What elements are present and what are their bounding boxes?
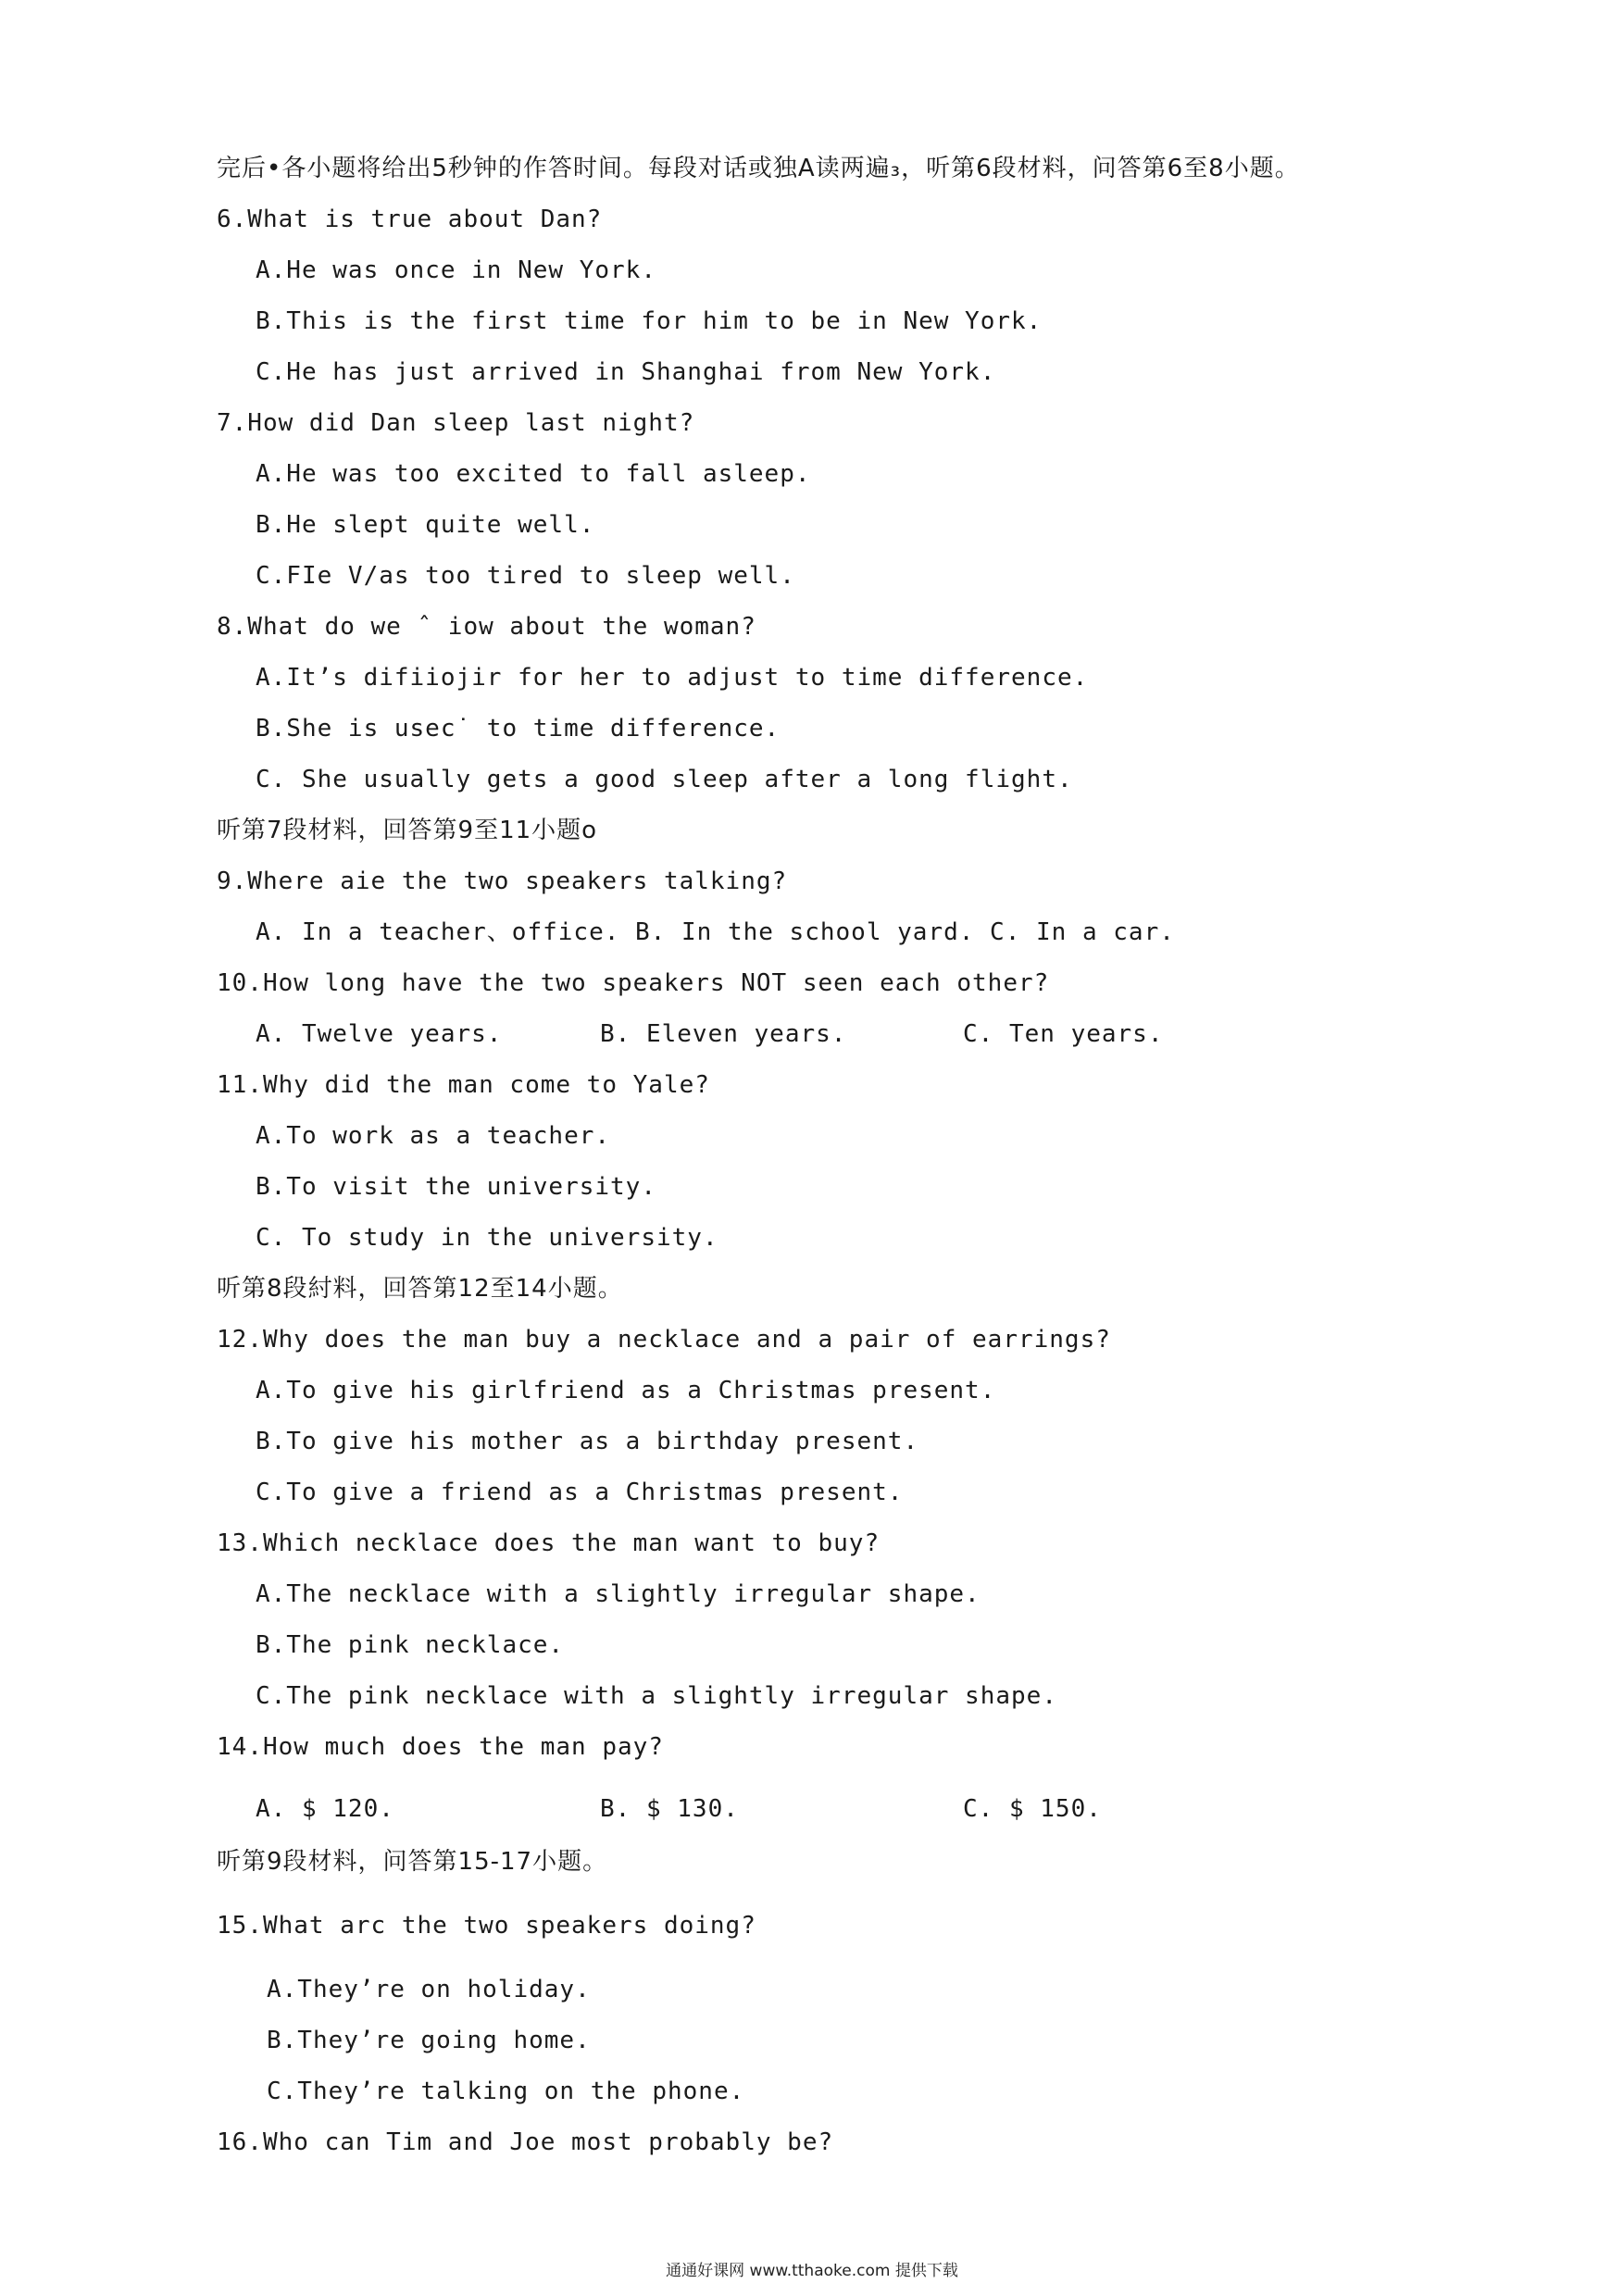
option-8b: B.She is usec˙ to time difference. bbox=[256, 715, 781, 742]
option-7c: C.FIe V/as too tired to sleep well. bbox=[256, 562, 795, 590]
question-14: 14.How much does the man pay? bbox=[217, 1733, 664, 1761]
question-15: 15.What arc the two speakers doing? bbox=[217, 1912, 756, 1940]
option-13c: C.The pink necklace with a slightly irregular shape. bbox=[256, 1682, 1057, 1710]
option-6b: B.This is the first time for him to be in New York. bbox=[256, 307, 1043, 335]
option-15a: A.They’re on holiday. bbox=[267, 1976, 591, 2003]
question-8: 8.What do we ˆ iow about the woman? bbox=[217, 613, 756, 641]
option-12b: B.To give his mother as a birthday present. bbox=[256, 1428, 919, 1455]
option-10c: C. Ten years. bbox=[963, 1020, 1164, 1048]
section-8-heading: 听第8段紂料，回答第12至14小题。 bbox=[217, 1275, 623, 1303]
option-11a: A.To work as a teacher. bbox=[256, 1122, 611, 1150]
option-13a: A.The necklace with a slightly irregular shape. bbox=[256, 1580, 981, 1608]
question-11: 11.Why did the man come to Yale? bbox=[217, 1071, 710, 1099]
question-13: 13.Which necklace does the man want to buy? bbox=[217, 1529, 881, 1557]
question-9: 9.Where aie the two speakers talking? bbox=[217, 867, 788, 895]
question-16: 16.Who can Tim and Joe most probably be? bbox=[217, 2128, 834, 2156]
option-8c: C. She usually gets a good sleep after a long flight. bbox=[256, 766, 1073, 793]
section-intro: 完后•各小题将给出5秒钟的作答时间。每段对话或独A读两遍₃，听第6段材料，问答第6至8小题。 bbox=[217, 155, 1300, 182]
option-10a: A. Twelve years. bbox=[256, 1020, 503, 1048]
option-13b: B.The pink necklace. bbox=[256, 1631, 565, 1659]
question-6: 6.What is true about Dan? bbox=[217, 206, 603, 233]
option-14b: B. $ 130. bbox=[600, 1795, 739, 1823]
option-11b: B.To visit the university. bbox=[256, 1173, 656, 1201]
section-7-heading: 听第7段材料，回答第9至11小题o bbox=[217, 817, 598, 844]
question-12: 12.Why does the man buy a necklace and a pair of earrings? bbox=[217, 1326, 1111, 1354]
option-7a: A.He was too excited to fall asleep. bbox=[256, 460, 811, 488]
option-15b: B.They’re going home. bbox=[267, 2027, 591, 2054]
option-10b: B. Eleven years. bbox=[600, 1020, 847, 1048]
option-14c: C. $ 150. bbox=[963, 1795, 1102, 1823]
option-11c: C. To study in the university. bbox=[256, 1224, 718, 1252]
option-12a: A.To give his girlfriend as a Christmas present. bbox=[256, 1377, 996, 1404]
option-8a: A.It’s difiiojir for her to adjust to time difference. bbox=[256, 664, 1089, 692]
option-6c: C.He has just arrived in Shanghai from New York. bbox=[256, 358, 996, 386]
option-15c: C.They’re talking on the phone. bbox=[267, 2078, 745, 2105]
page-footer: 通通好课网 www.tthaoke.com 提供下载 bbox=[666, 2262, 958, 2280]
option-6a: A.He was once in New York. bbox=[256, 256, 656, 284]
question-10: 10.How long have the two speakers NOT seen each other? bbox=[217, 969, 1050, 997]
option-14a: A. $ 120. bbox=[256, 1795, 394, 1823]
option-7b: B.He slept quite well. bbox=[256, 511, 595, 539]
section-9-heading: 听第9段材料，问答第15-17小题。 bbox=[217, 1848, 608, 1876]
option-12c: C.To give a friend as a Christmas present. bbox=[256, 1479, 904, 1506]
options-9: A. In a teacher、office. B. In the school yard. C. In a car. bbox=[256, 918, 1175, 946]
question-7: 7.How did Dan sleep last night? bbox=[217, 409, 695, 437]
